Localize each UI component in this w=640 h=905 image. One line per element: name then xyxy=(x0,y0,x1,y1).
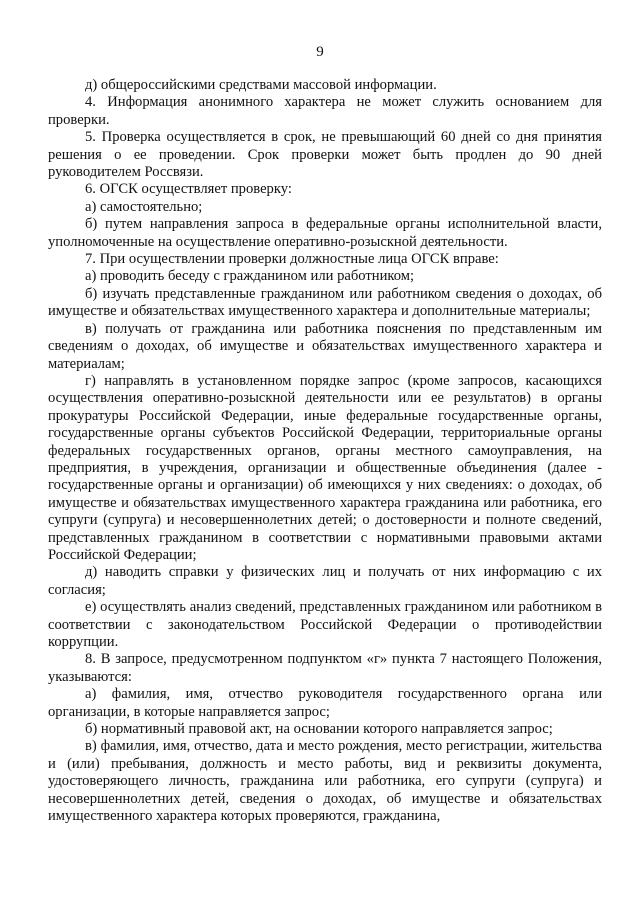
paragraph-7d-inquiries: д) наводить справки у физических лиц и получать от них информацию с их согласия; xyxy=(48,564,602,598)
paragraph-1d-mass-media: д) общероссийскими средствами массовой информации. xyxy=(85,77,437,93)
paragraph-7v-explanations: в) получать от гражданина или работника пояснения по представленным им сведениям о доходах, об имуществе и обязательствах имущественного характера и материалам; xyxy=(48,320,602,372)
paragraph-6-ogsk-check: 6. ОГСК осуществляет проверку: xyxy=(85,181,292,198)
paragraph-7g-send-request: г) направлять в установленном порядке запрос (кроме запросов, касающихся осуществления оперативно-розыскной деятельности или ее результатов) в органы прокуратуры Российской Федерации, иные федеральные государственные органы, государственные органы субъектов Российской Федерации, территориальные органы федеральных государственных органов, органы местного самоуправления, на предприятия, в учреждения, организации и общественные объединения (далее - государственные органы и организации) об имеющихся у них сведениях: о доходах, об имуществе и обязательствах имущественного характера гражданина или работника, его супруги (супруга) и несовершеннолетних детей; о достоверности и полноте сведений, представленных гражданином в соответствии с нормативными правовыми актами Российской Федерации; xyxy=(48,372,602,563)
paragraph-6b-request: б) путем направления запроса в федеральные органы исполнительной власти, уполномоченные на осуществление оперативно-розыскной деятельности. xyxy=(48,216,602,250)
paragraph-8v-person-details: в) фамилия, имя, отчество, дата и место рождения, место регистрации, жительства и (или) пребывания, должность и место работы, вид и реквизиты документа, удостоверяющего личность, гражданина или работника, его супруги (супруга) и несовершеннолетних детей, сведения о доходах, об имуществе и обязательствах имущественного характера которых проверяются, гражданина, xyxy=(48,738,602,825)
paragraph-4-anonymous-info: 4. Информация анонимного характера не может служить основанием для проверки. xyxy=(48,94,602,128)
paragraph-7a-conversation: а) проводить беседу с гражданином или работником; xyxy=(85,268,415,285)
paragraph-7-rights: 7. При осуществлении проверки должностные лица ОГСК вправе: xyxy=(85,251,499,268)
paragraph-7e-analysis: е) осуществлять анализ сведений, представленных гражданином или работником в соответствии с законодательством Российской Федерации о противодействии коррупции. xyxy=(48,599,602,650)
document-body xyxy=(48,77,602,825)
paragraph-8b-legal-act: б) нормативный правовой акт, на основании которого направляется запрос; xyxy=(85,721,553,738)
paragraph-5-check-period: 5. Проверка осуществляется в срок, не превышающий 60 дней со дня принятия решения о ее проведении. Срок проверки может быть продлен до 90 дней руководителем Россвязи. xyxy=(48,129,602,181)
paragraph-8a-head-name: а) фамилия, имя, отчество руководителя государственного органа или организации, в которые направляется запрос; xyxy=(48,686,602,720)
paragraph-8-request-contents: 8. В запросе, предусмотренном подпунктом «г» пункта 7 настоящего Положения, указываются: xyxy=(48,651,602,685)
paragraph-6a-independently: а) самостоятельно; xyxy=(85,198,203,215)
page-number: 9 xyxy=(316,44,324,60)
paragraph-7b-study-info: б) изучать представленные гражданином или работником сведения о доходах, об имуществе и обязательствах имущественного характера и дополнительные материалы; xyxy=(48,285,602,320)
